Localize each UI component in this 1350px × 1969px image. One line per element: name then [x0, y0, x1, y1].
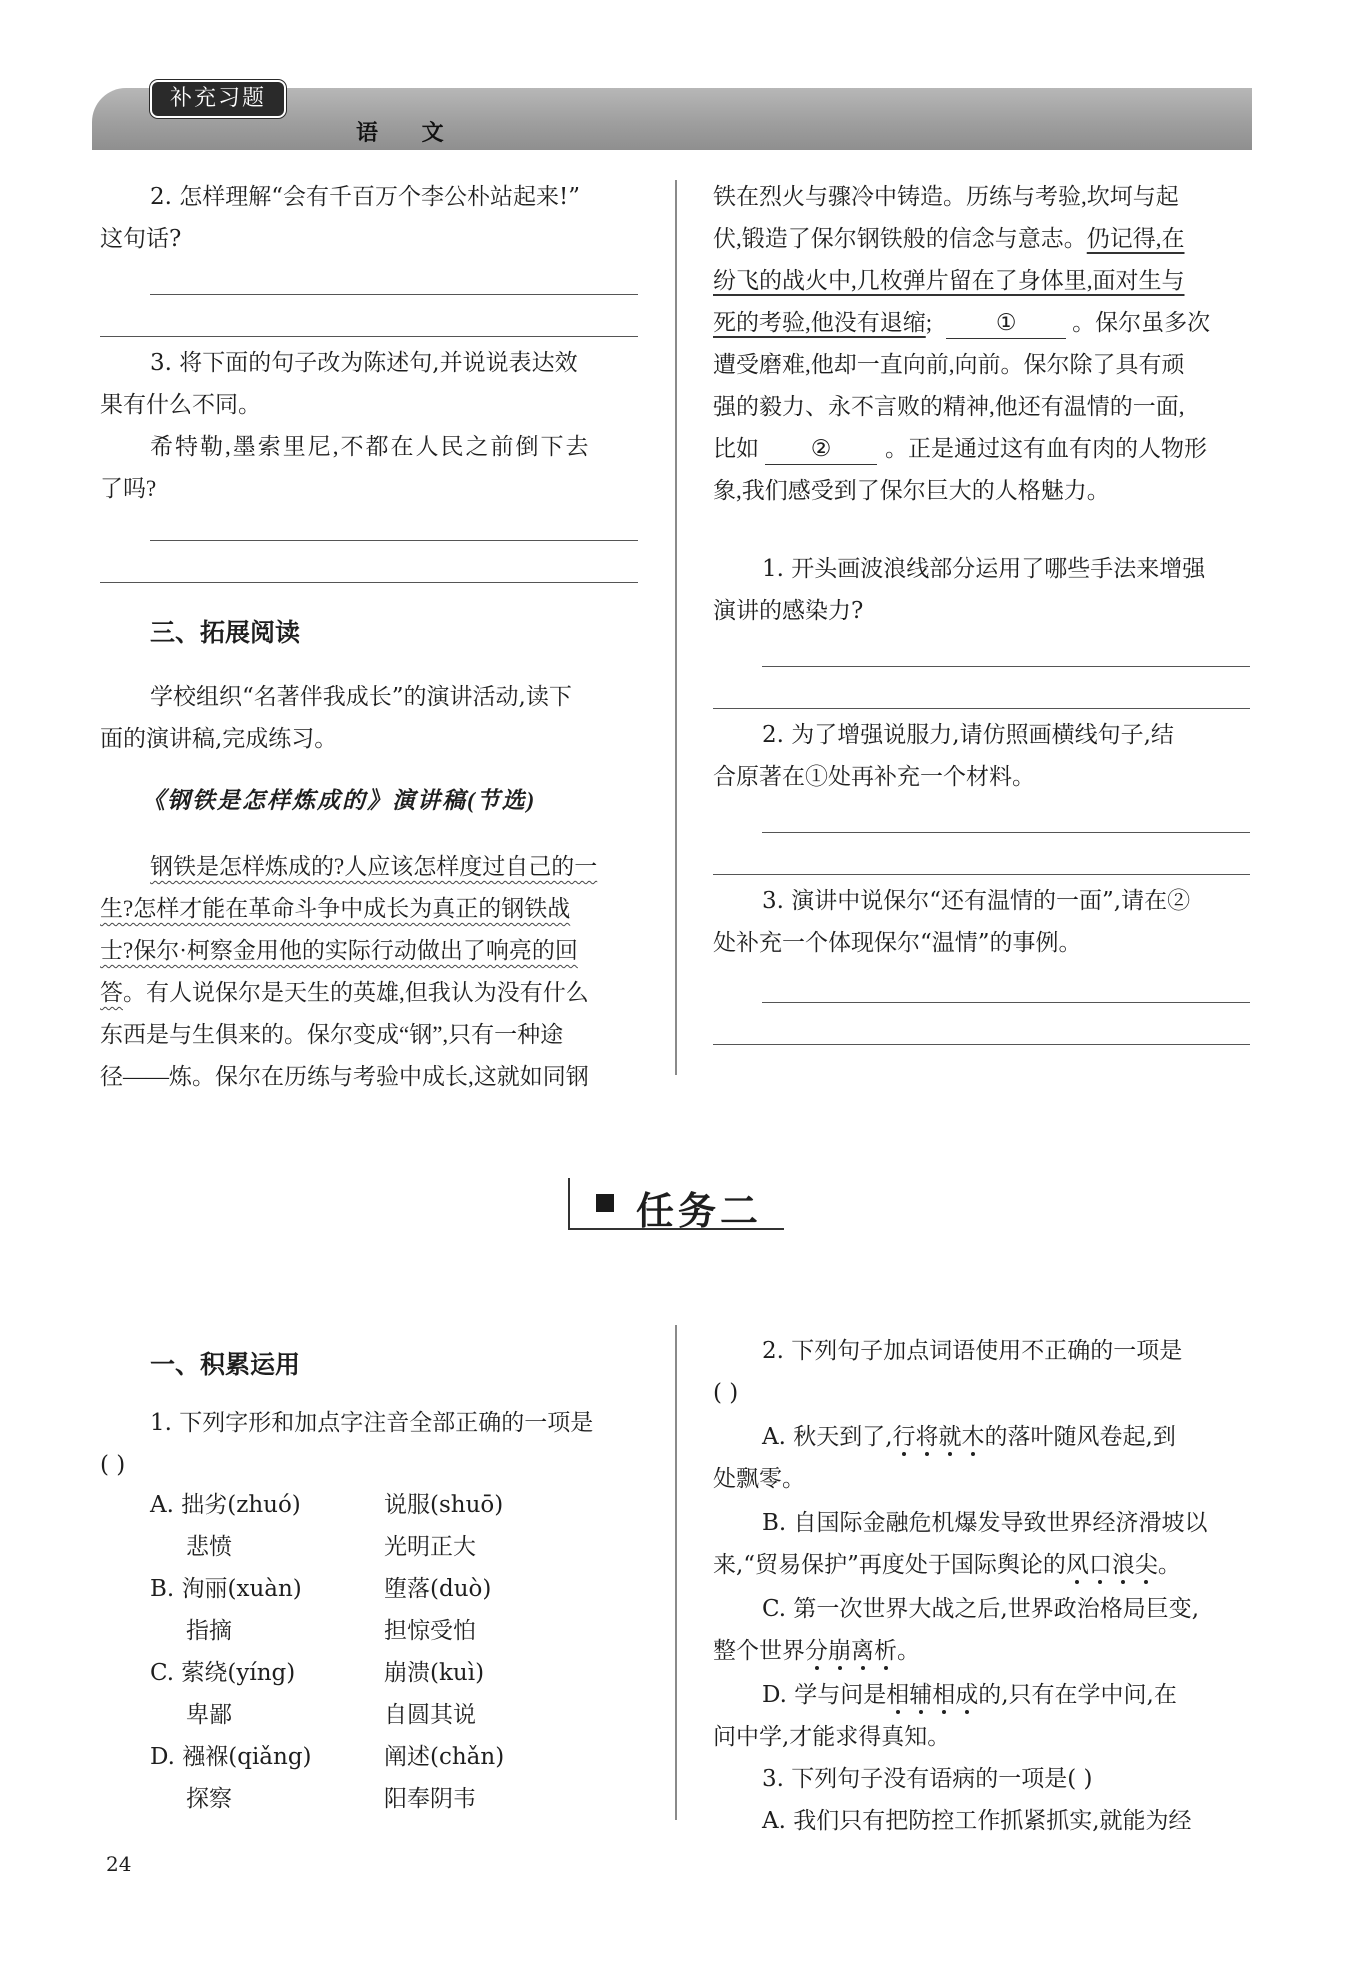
speech-cont-line7 — [713, 428, 1207, 470]
intro-line2: 面的演讲稿,完成练习。 — [100, 726, 338, 752]
blank-2[interactable]: ② — [765, 434, 877, 465]
dotted-word — [1066, 1552, 1158, 1578]
option-text: 的,只有在学中问,在 — [978, 1682, 1177, 1708]
speech-line3 — [100, 930, 578, 972]
answer-line[interactable] — [762, 832, 1250, 833]
wavy-text: 答 — [100, 980, 123, 1005]
option-a-word4: 光明正大 — [384, 1534, 476, 1560]
wavy-text: 生?怎样才能在革命斗争中成长为真正的钢铁战 — [100, 896, 571, 921]
speech-cont-line2 — [713, 218, 1185, 260]
section-heading-accumulation: 一、积累运用 — [150, 1350, 301, 1379]
emphasis-dot-char: 分 — [805, 1638, 828, 1664]
speech-text: 伏,锻造了保尔钢铁般的信念与意志。 — [713, 226, 1087, 251]
answer-line[interactable] — [713, 874, 1250, 875]
reading-q1-line2: 演讲的感染力? — [713, 598, 864, 624]
answer-line[interactable] — [150, 294, 638, 295]
speech-line1 — [150, 846, 597, 888]
square-bullet-icon — [596, 1194, 614, 1212]
mc-q2-option-d — [762, 1674, 1177, 1716]
speech-cont-line5: 遭受磨难,他却一直向前,向前。保尔除了具有顽 — [713, 352, 1185, 377]
emphasis-dot-char: 辅 — [909, 1682, 933, 1708]
quote-line2: 了吗? — [100, 476, 157, 501]
option-text: 整个世界 — [713, 1638, 805, 1664]
option-d-word2: 阐述(chǎn) — [384, 1744, 505, 1770]
emphasis-dot-char: 浪 — [1111, 1552, 1135, 1578]
mc-q2-option-d-line2: 问中学,才能求得真知。 — [713, 1724, 951, 1750]
reading-q2-line2: 合原著在①处再补充一个材料。 — [713, 764, 1035, 790]
question-2-line1: 2. 怎样理解“会有千百万个李公朴站起来!” — [150, 184, 581, 210]
speech-cont-line3 — [713, 260, 1185, 302]
option-text: 来,“贸易保护”再度处于国际舆论的 — [713, 1552, 1066, 1578]
speech-line2 — [100, 888, 570, 930]
option-a-word1: A. 拙劣(zhuó) — [150, 1492, 301, 1518]
quote-line1: 希特勒,墨索里尼,不都在人民之前倒下去 — [150, 434, 591, 459]
book-tag: 补充习题 — [150, 80, 286, 118]
option-c-word4: 自圆其说 — [384, 1702, 476, 1728]
speech-text: 。有人说保尔是天生的英雄,但我认为没有什么 — [123, 980, 589, 1005]
mc-q2-line2[interactable]: ( ) — [713, 1380, 739, 1406]
question-3-line1: 3. 将下面的句子改为陈述句,并说说表达效 — [150, 350, 578, 376]
option-a-word3: 悲愤 — [186, 1534, 232, 1560]
task-title: 任务二 — [636, 1189, 763, 1233]
page-number: 24 — [106, 1852, 132, 1876]
emphasis-dot-char: 离 — [851, 1638, 874, 1664]
blank-1[interactable]: ① — [946, 308, 1066, 339]
emphasis-dot-char: 行 — [892, 1424, 916, 1450]
mc-q3-option-a: A. 我们只有把防控工作抓紧抓实,就能为经 — [762, 1808, 1192, 1834]
reading-q2-line1: 2. 为了增强说服力,请仿照画横线句子,结 — [762, 722, 1174, 748]
speech-cont-line8: 象,我们感受到了保尔巨大的人格魅力。 — [713, 478, 1110, 503]
speech-line5: 东西是与生俱来的。保尔变成“钢”,只有一种途 — [100, 1022, 564, 1047]
option-c-word2: 崩溃(kuì) — [384, 1660, 485, 1686]
emphasis-dot-char: 崩 — [828, 1638, 851, 1664]
answer-line[interactable] — [150, 540, 638, 541]
answer-line[interactable] — [713, 1044, 1250, 1045]
emphasis-dot-char: 口 — [1088, 1552, 1112, 1578]
emphasis-dot-char: 成 — [955, 1682, 979, 1708]
mc-q2-option-a — [762, 1416, 1176, 1458]
speech-text: 。保尔虽多次 — [1072, 310, 1211, 335]
intro-line1: 学校组织“名著伴我成长”的演讲活动,读下 — [150, 684, 572, 710]
mc-q2-option-a-line2: 处飘零。 — [713, 1466, 805, 1492]
dotted-word — [805, 1638, 897, 1664]
subject-label: 语 文 — [356, 121, 462, 146]
option-c-word1: C. 萦绕(yíng) — [150, 1660, 296, 1686]
reading-q1-line1: 1. 开头画波浪线部分运用了哪些手法来增强 — [762, 556, 1206, 582]
option-b-word2: 堕落(duò) — [384, 1576, 492, 1602]
option-d-word3: 探察 — [186, 1786, 232, 1812]
speech-cont-line4 — [713, 302, 1210, 344]
mc-q2-option-b: B. 自国际金融危机爆发导致世界经济滑坡以 — [762, 1510, 1208, 1536]
underlined-text: 死的考验,他没有退缩 — [713, 310, 926, 335]
dotted-word — [886, 1682, 978, 1708]
question-2-line2: 这句话? — [100, 226, 182, 252]
mc-q2-option-b-line2 — [713, 1544, 1181, 1586]
option-text: 。 — [1157, 1552, 1181, 1578]
option-text: 的落叶随风卷起,到 — [984, 1424, 1176, 1450]
emphasis-dot-char: 木 — [961, 1424, 985, 1450]
mc-q2-option-c: C. 第一次世界大战之后,世界政治格局巨变, — [762, 1596, 1200, 1622]
speech-text: ; — [925, 310, 933, 335]
mc-q1-line2[interactable]: ( ) — [100, 1452, 126, 1478]
option-d-word4: 阳奉阴韦 — [384, 1786, 476, 1812]
speech-line6: 径——炼。保尔在历练与考验中成长,这就如同钢 — [100, 1064, 589, 1089]
emphasis-dot-char: 尖 — [1134, 1552, 1158, 1578]
answer-line[interactable] — [100, 336, 638, 337]
option-text: A. 秋天到了, — [762, 1424, 893, 1450]
emphasis-dot-char: 析 — [874, 1638, 897, 1664]
emphasis-dot-char: 就 — [938, 1424, 962, 1450]
column-divider-top — [675, 180, 677, 1075]
reading-q3-line1: 3. 演讲中说保尔“还有温情的一面”,请在② — [762, 888, 1191, 914]
mc-q2-option-c-line2 — [713, 1630, 920, 1672]
dotted-word — [893, 1424, 985, 1450]
option-text: 。 — [897, 1638, 920, 1664]
speech-line4 — [100, 972, 589, 1014]
underlined-text: 仍记得,在 — [1086, 226, 1185, 251]
option-b-word1: B. 洵丽(xuàn) — [150, 1576, 302, 1602]
wavy-text: 钢铁是怎样炼成的?人应该怎样度过自己的一 — [150, 854, 598, 879]
option-d-word1: D. 襁褓(qiǎng) — [150, 1744, 312, 1770]
emphasis-dot-char: 将 — [915, 1424, 939, 1450]
answer-line[interactable] — [713, 708, 1250, 709]
reading-q3-line2: 处补充一个体现保尔“温情”的事例。 — [713, 930, 1082, 956]
option-b-word3: 指摘 — [186, 1618, 232, 1644]
mc-q1-line1: 1. 下列字形和加点字注音全部正确的一项是 — [150, 1410, 594, 1436]
answer-line[interactable] — [762, 1002, 1250, 1003]
answer-line[interactable] — [100, 582, 638, 583]
option-c-word3: 卑鄙 — [186, 1702, 232, 1728]
option-a-word2: 说服(shuō) — [384, 1492, 504, 1518]
wavy-text: 士?保尔·柯察金用他的实际行动做出了响亮的回 — [100, 938, 578, 963]
emphasis-dot-char: 相 — [932, 1682, 956, 1708]
section-heading-extended-reading: 三、拓展阅读 — [150, 618, 301, 647]
emphasis-dot-char: 风 — [1065, 1552, 1089, 1578]
speech-text: 。正是通过这有血有肉的人物形 — [885, 436, 1207, 461]
mc-q2-line1: 2. 下列句子加点词语使用不正确的一项是 — [762, 1338, 1183, 1364]
question-3-line2: 果有什么不同。 — [100, 392, 261, 418]
speech-cont-line1: 铁在烈火与骤冷中铸造。历练与考验,坎坷与起 — [713, 184, 1179, 209]
option-text: D. 学与问是 — [762, 1682, 887, 1708]
speech-title: 《钢铁是怎样炼成的》演讲稿(节选) — [142, 788, 537, 813]
column-divider-bottom — [675, 1325, 677, 1820]
option-b-word4: 担惊受怕 — [384, 1618, 476, 1644]
answer-line[interactable] — [762, 666, 1250, 667]
speech-text: 比如 — [713, 436, 759, 461]
speech-cont-line6: 强的毅力、永不言败的精神,他还有温情的一面, — [713, 394, 1185, 419]
underlined-text: 纷飞的战火中,几枚弹片留在了身体里,面对生与 — [713, 268, 1185, 293]
emphasis-dot-char: 相 — [886, 1682, 910, 1708]
mc-q3: 3. 下列句子没有语病的一项是( ) — [762, 1766, 1093, 1792]
